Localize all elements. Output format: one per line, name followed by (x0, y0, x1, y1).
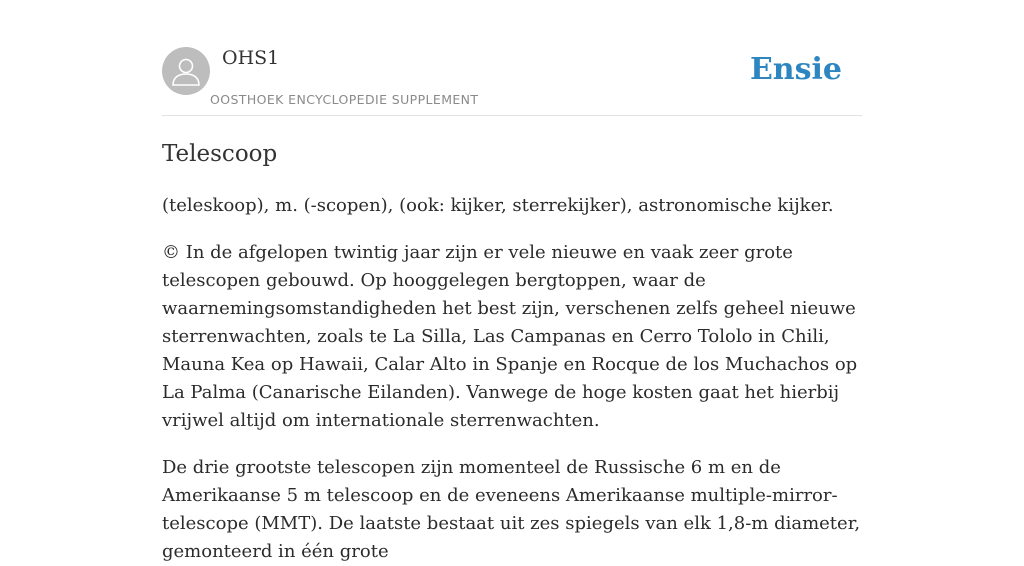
article (162, 138, 864, 566)
article-paragraph: De drie grootste telescopen zijn momenteel de Russische 6 m en de Amerikaanse 5 m telescoop en de eveneens Amerikaanse multiple-mirror-telescope (MMT). De laatste bestaat uit zes spiegels van elk 1,8-m diameter, gemonteerd in één grote (162, 457, 861, 562)
ensie-logo[interactable]: Ensie (749, 52, 842, 87)
user-icon (162, 47, 210, 95)
article-title: Telescoop (162, 141, 278, 167)
source-code-link[interactable]: OHS1 (222, 47, 280, 69)
source-avatar[interactable] (162, 47, 210, 95)
article-paragraph: © In de afgelopen twintig jaar zijn er vele nieuwe en vaak zeer grote telescopen gebouwd. Op hooggelegen bergtoppen, waar de waarnemingsomstandigheden het best zijn, verschenen zelfs geheel nieuwe sterrenwachten, zoals te La Silla, Las Campanas en Cerro Tololo in Chili, Mauna Kea op Hawaii, Calar Alto in Spanje en Rocque de los Muchachos op La Palma (Canarische Eilanden). Vanwege de hoge kosten gaat het hierbij vrijwel altijd om internationale sterrenwachten. (162, 242, 858, 431)
source-name: OOSTHOEK ENCYCLOPEDIE SUPPLEMENT (210, 92, 479, 107)
header-divider (162, 115, 862, 116)
source-header (162, 47, 862, 115)
article-definition: (teleskoop), m. (-scopen), (ook: kijker, sterrekijker), astronomische kijker. (162, 195, 834, 216)
